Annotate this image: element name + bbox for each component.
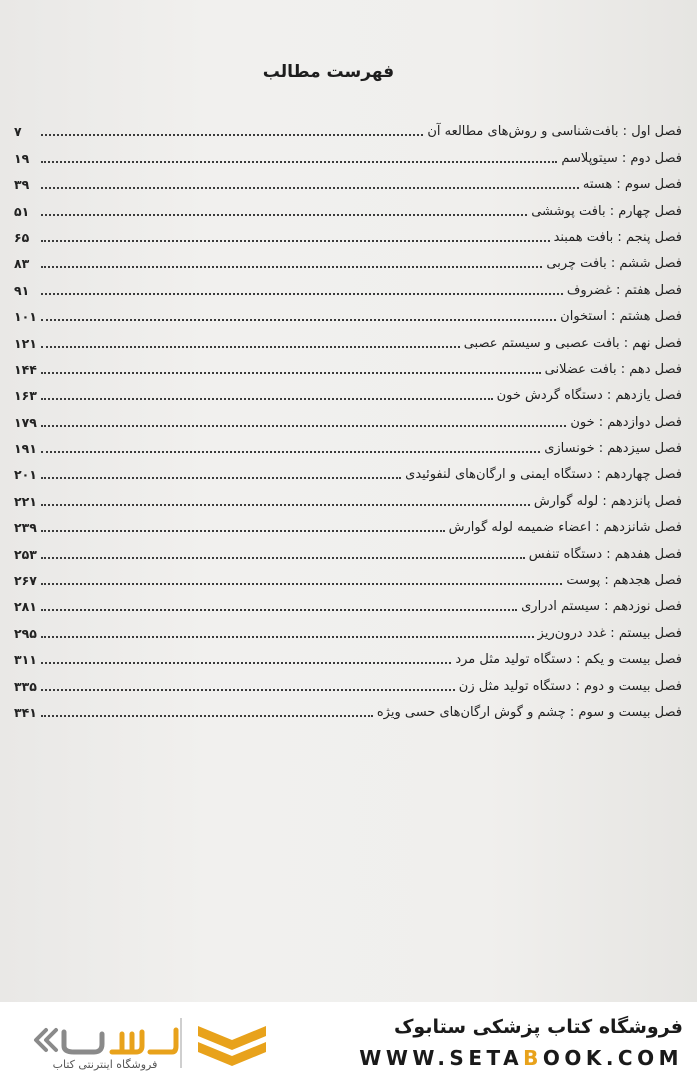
store-footer: [0, 1002, 697, 1080]
toc-row[interactable]: [14, 457, 682, 483]
toc-chapter-label: فصل پنجم : بافت همبند: [553, 229, 682, 245]
toc-dot-leader: [41, 187, 579, 189]
toc-row[interactable]: [14, 510, 682, 536]
toc-row[interactable]: [14, 167, 682, 193]
toc-page-number: ۲۸۱: [14, 599, 37, 615]
toc-dot-leader: [41, 504, 530, 506]
toc-dot-leader: [41, 240, 550, 242]
toc-page-number: ۳۹: [14, 177, 30, 193]
toc-row[interactable]: [14, 352, 682, 378]
toc-chapter-label: فصل سیزدهم : خونسازی: [544, 441, 682, 457]
toc-dot-leader: [41, 319, 556, 321]
toc-chapter-label: فصل دوم : سیتوپلاسم: [561, 150, 682, 166]
page-title: فهرست مطالب: [262, 62, 395, 82]
toc-list: [14, 114, 682, 721]
toc-row[interactable]: [14, 378, 682, 404]
toc-row[interactable]: [14, 404, 682, 430]
toc-chapter-label: فصل یازدهم : دستگاه گردش خون: [496, 388, 682, 404]
toc-chapter-label: فصل شانزدهم : اعضاء ضمیمه لوله گوارش: [448, 520, 682, 536]
toc-row[interactable]: [14, 536, 682, 562]
toc-page-number: ۲۲۱: [14, 493, 37, 509]
toc-row[interactable]: [14, 668, 682, 694]
toc-page-number: ۷: [14, 124, 22, 140]
toc-page-number: ۱۷۹: [14, 414, 37, 430]
toc-dot-leader: [41, 451, 540, 453]
toc-page-number: ۲۰۱: [14, 467, 37, 483]
toc-chapter-label: فصل نهم : بافت عصبی و سیستم عصبی: [463, 335, 682, 351]
store-name: فروشگاه کتاب پزشکی ستابوک: [393, 1016, 683, 1038]
toc-chapter-label: فصل بیستم : غدد درون‌ریز: [537, 625, 682, 641]
toc-page-number: ۳۳۵: [14, 678, 37, 694]
toc-row[interactable]: [14, 431, 682, 457]
toc-row[interactable]: [14, 272, 682, 298]
toc-row[interactable]: [14, 114, 682, 140]
toc-dot-leader: [41, 398, 493, 400]
toc-page-number: ۱۶۳: [14, 388, 37, 404]
toc-page-number: ۶۵: [14, 229, 30, 245]
url-prefix: WWW.SETA: [359, 1046, 524, 1070]
toc-dot-leader: [41, 214, 527, 216]
toc-chapter-label: فصل دوازدهم : خون: [570, 414, 682, 430]
toc-row[interactable]: [14, 193, 682, 219]
toc-dot-leader: [41, 530, 445, 532]
toc-dot-leader: [41, 477, 401, 479]
toc-chapter-label: فصل اول : بافت‌شناسی و روش‌های مطالعه آن: [427, 124, 682, 140]
toc-chapter-label: فصل چهاردهم : دستگاه ایمنی و ارگان‌های لنفوئیدی: [405, 467, 682, 483]
toc-page-number: ۲۳۹: [14, 520, 37, 536]
toc-dot-leader: [41, 372, 541, 374]
toc-chapter-label: فصل دهم : بافت عضلانی: [544, 361, 682, 377]
toc-page-number: ۳۴۱: [14, 704, 37, 720]
toc-chapter-label: فصل هشتم : استخوان: [560, 309, 682, 325]
url-suffix: OOK.COM: [542, 1046, 683, 1070]
toc-row[interactable]: [14, 563, 682, 589]
toc-chapter-label: فصل ششم : بافت چربی: [546, 256, 682, 272]
toc-dot-leader: [41, 134, 423, 136]
toc-chapter-label: فصل سوم : هسته: [582, 177, 682, 193]
toc-row[interactable]: [14, 483, 682, 509]
toc-dot-leader: [41, 662, 451, 664]
book-logo-icon: [194, 1020, 270, 1068]
toc-row[interactable]: [14, 246, 682, 272]
toc-dot-leader: [41, 161, 557, 163]
logo-separator: [180, 1018, 182, 1068]
toc-chapter-label: فصل پانزدهم : لوله گوارش: [533, 493, 682, 509]
toc-chapter-label: فصل هفدهم : دستگاه تنفس: [528, 546, 682, 562]
toc-dot-leader: [41, 609, 517, 611]
store-url[interactable]: [359, 1046, 683, 1070]
toc-dot-leader: [41, 346, 460, 348]
toc-dot-leader: [41, 425, 566, 427]
toc-page-number: ۵۱: [14, 203, 30, 219]
url-accent: B: [523, 1046, 543, 1070]
toc-dot-leader: [41, 636, 534, 638]
seta-logo-icon: [30, 1022, 180, 1058]
toc-row[interactable]: [14, 299, 682, 325]
toc-chapter-label: فصل بیست و دوم : دستگاه تولید مثل زن: [458, 678, 682, 694]
toc-page-number: ۹۱: [14, 282, 30, 298]
toc-chapter-label: فصل هفتم : غضروف: [566, 282, 682, 298]
toc-page-number: ۲۶۷: [14, 573, 37, 589]
toc-dot-leader: [41, 583, 562, 585]
toc-dot-leader: [41, 266, 542, 268]
toc-row[interactable]: [14, 695, 682, 721]
toc-row[interactable]: [14, 615, 682, 641]
toc-chapter-label: فصل بیست و یکم : دستگاه تولید مثل مرد: [455, 652, 682, 668]
toc-page-number: ۸۳: [14, 256, 30, 272]
toc-page-number: ۱۴۴: [14, 361, 37, 377]
toc-row[interactable]: [14, 642, 682, 668]
toc-chapter-label: فصل هجدهم : پوست: [566, 573, 682, 589]
toc-dot-leader: [41, 557, 525, 559]
toc-row[interactable]: [14, 140, 682, 166]
toc-row[interactable]: [14, 325, 682, 351]
toc-chapter-label: فصل نوزدهم : سیستم ادراری: [521, 599, 682, 615]
toc-chapter-label: فصل چهارم : بافت پوششی: [531, 203, 682, 219]
toc-chapter-label: فصل بیست و سوم : چشم و گوش ارگان‌های حسی ویژه: [376, 704, 682, 720]
toc-page-number: ۲۵۳: [14, 546, 37, 562]
logo-subtitle: فروشگاه اینترنتی کتاب: [52, 1058, 158, 1071]
toc-page-number: ۳۱۱: [14, 652, 37, 668]
toc-dot-leader: [41, 715, 373, 717]
toc-page-number: ۱۲۱: [14, 335, 37, 351]
toc-row[interactable]: [14, 589, 682, 615]
toc-page-number: ۱۹۱: [14, 441, 37, 457]
toc-dot-leader: [41, 689, 455, 691]
toc-page-number: ۱۰۱: [14, 309, 37, 325]
toc-dot-leader: [41, 293, 563, 295]
toc-row[interactable]: [14, 220, 682, 246]
toc-page-number: ۱۹: [14, 150, 30, 166]
toc-page-number: ۲۹۵: [14, 625, 37, 641]
